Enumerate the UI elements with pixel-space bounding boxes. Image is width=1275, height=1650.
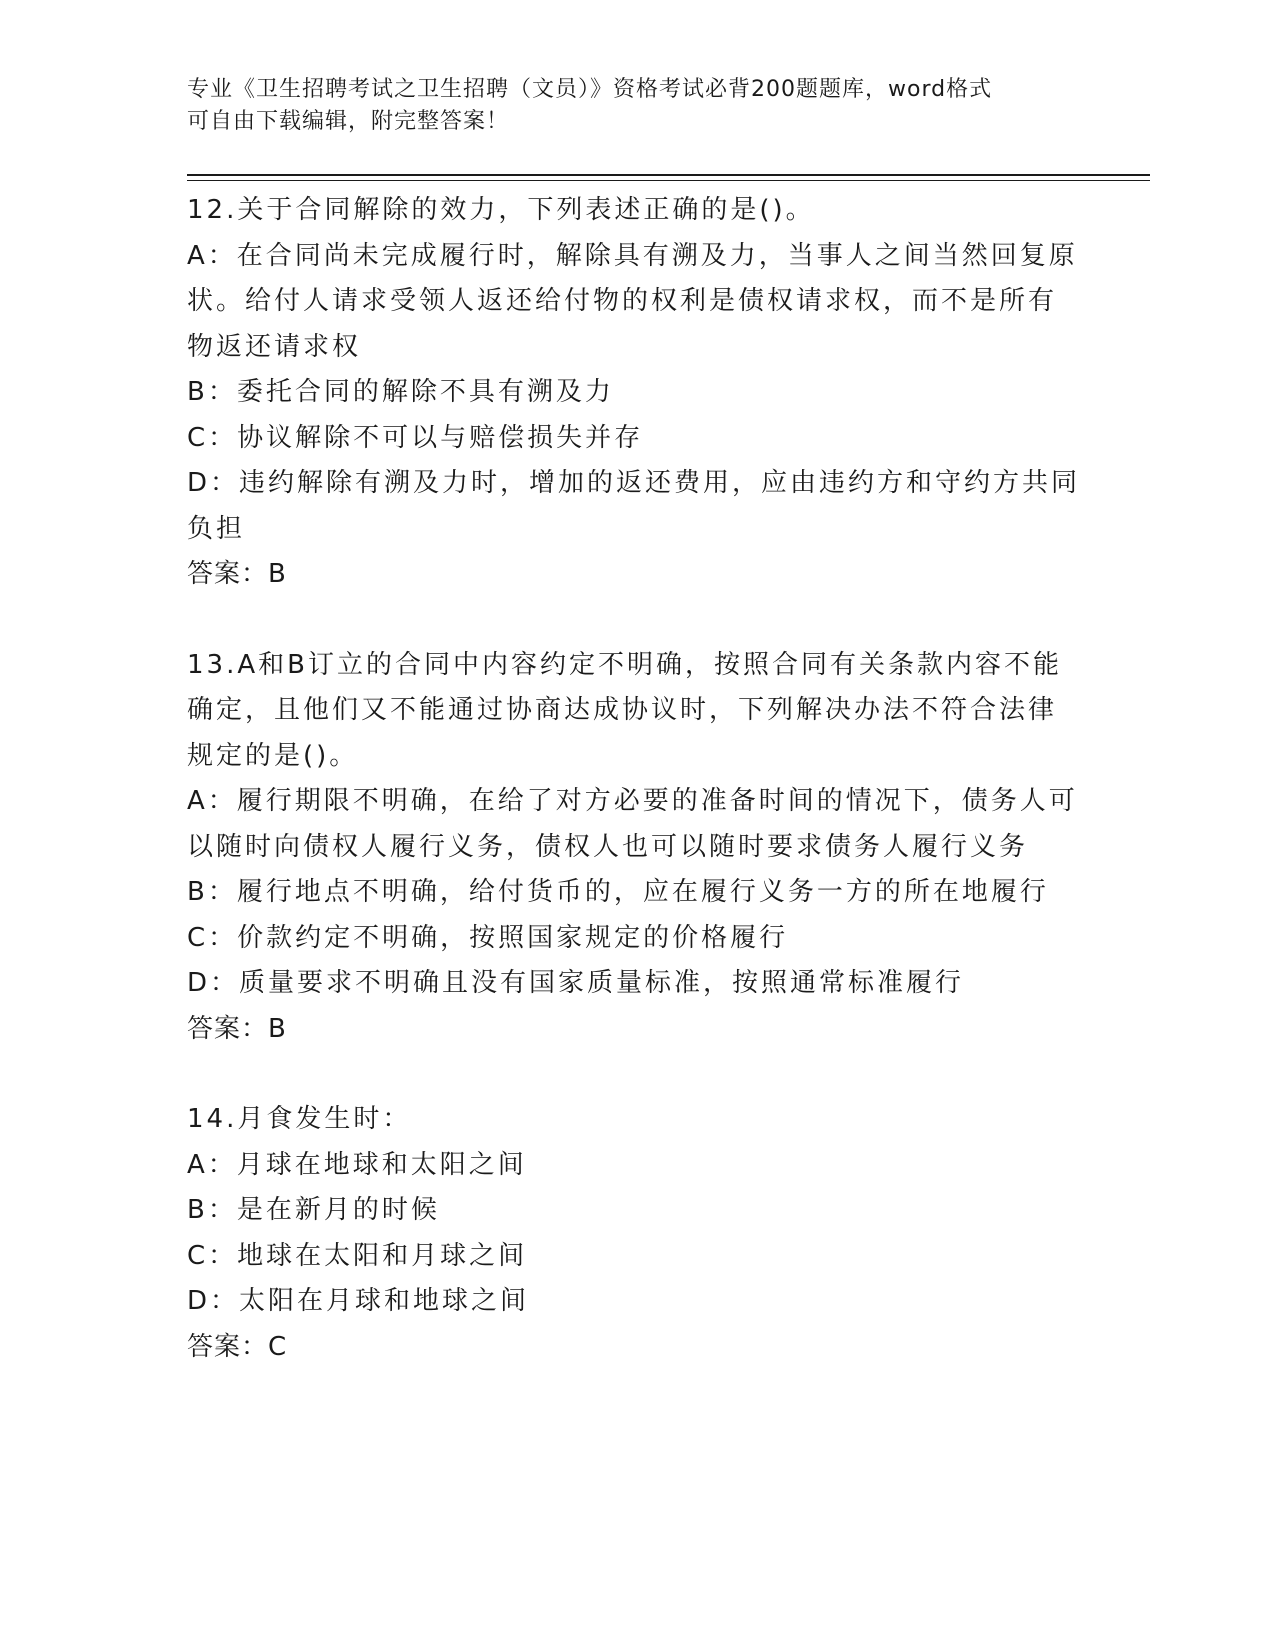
option-c: C：地球在太阳和月球之间 (187, 1240, 528, 1271)
option-c: C：价款约定不明确，按照国家规定的价格履行 (187, 922, 789, 953)
option-a: A：月球在地球和太阳之间 (187, 1149, 527, 1180)
option-c: C：协议解除不可以与赔偿损失并存 (187, 422, 644, 453)
header-divider-thin (187, 180, 1150, 181)
question-stem: 12.关于合同解除的效力，下列表述正确的是()。 (187, 195, 815, 225)
question-gap (187, 1052, 1087, 1097)
option-d: D：违约解除有溯及力时，增加的返还费用，应由违约方和守约方共同 (187, 468, 1081, 498)
question-stem: 14.月食发生时： (187, 1104, 412, 1134)
question-12 (187, 188, 1087, 598)
document-header (187, 74, 1087, 138)
question-13 (187, 643, 1087, 1053)
question-stem-cont: 确定，且他们又不能通过协商达成协议时，下列解决办法不符合法律 (187, 695, 1058, 725)
option-b: B：委托合同的解除不具有溯及力 (187, 377, 614, 407)
answer-label: 答案：B (187, 1013, 287, 1044)
question-gap (187, 598, 1087, 643)
option-d: D：太阳在月球和地球之间 (187, 1286, 530, 1316)
question-list (187, 188, 1087, 1370)
option-b: B：履行地点不明确，给付货币的，应在履行义务一方的所在地履行 (187, 877, 1049, 907)
option-a-cont: 物返还请求权 (187, 331, 362, 362)
option-a: A：履行期限不明确，在给了对方必要的准备时间的情况下，债务人可 (187, 786, 1078, 816)
option-d: D：质量要求不明确且没有国家质量标准，按照通常标准履行 (187, 968, 965, 998)
question-stem-cont: 规定的是()。 (187, 740, 359, 771)
header-divider-thick (187, 174, 1150, 176)
header-line-2: 可自由下载编辑，附完整答案！ (187, 109, 510, 134)
option-d-cont: 负担 (187, 513, 246, 544)
option-a-cont: 状。给付人请求受领人返还给付物的权利是债权请求权，而不是所有 (187, 286, 1058, 316)
header-line-1: 专业《卫生招聘考试之卫生招聘（文员）》资格考试必背200题题库，word格式 (187, 77, 993, 102)
question-stem: 13.A和B订立的合同中内容约定不明确，按照合同有关条款内容不能 (187, 649, 1062, 680)
answer-label: 答案：B (187, 559, 287, 589)
question-14 (187, 1097, 1087, 1370)
answer-label: 答案：C (187, 1331, 288, 1362)
option-a-cont: 以随时向债权人履行义务，债权人也可以随时要求债务人履行义务 (187, 831, 1029, 862)
option-b: B：是在新月的时候 (187, 1195, 440, 1225)
option-a: A：在合同尚未完成履行时，解除具有溯及力，当事人之间当然回复原 (187, 240, 1078, 271)
